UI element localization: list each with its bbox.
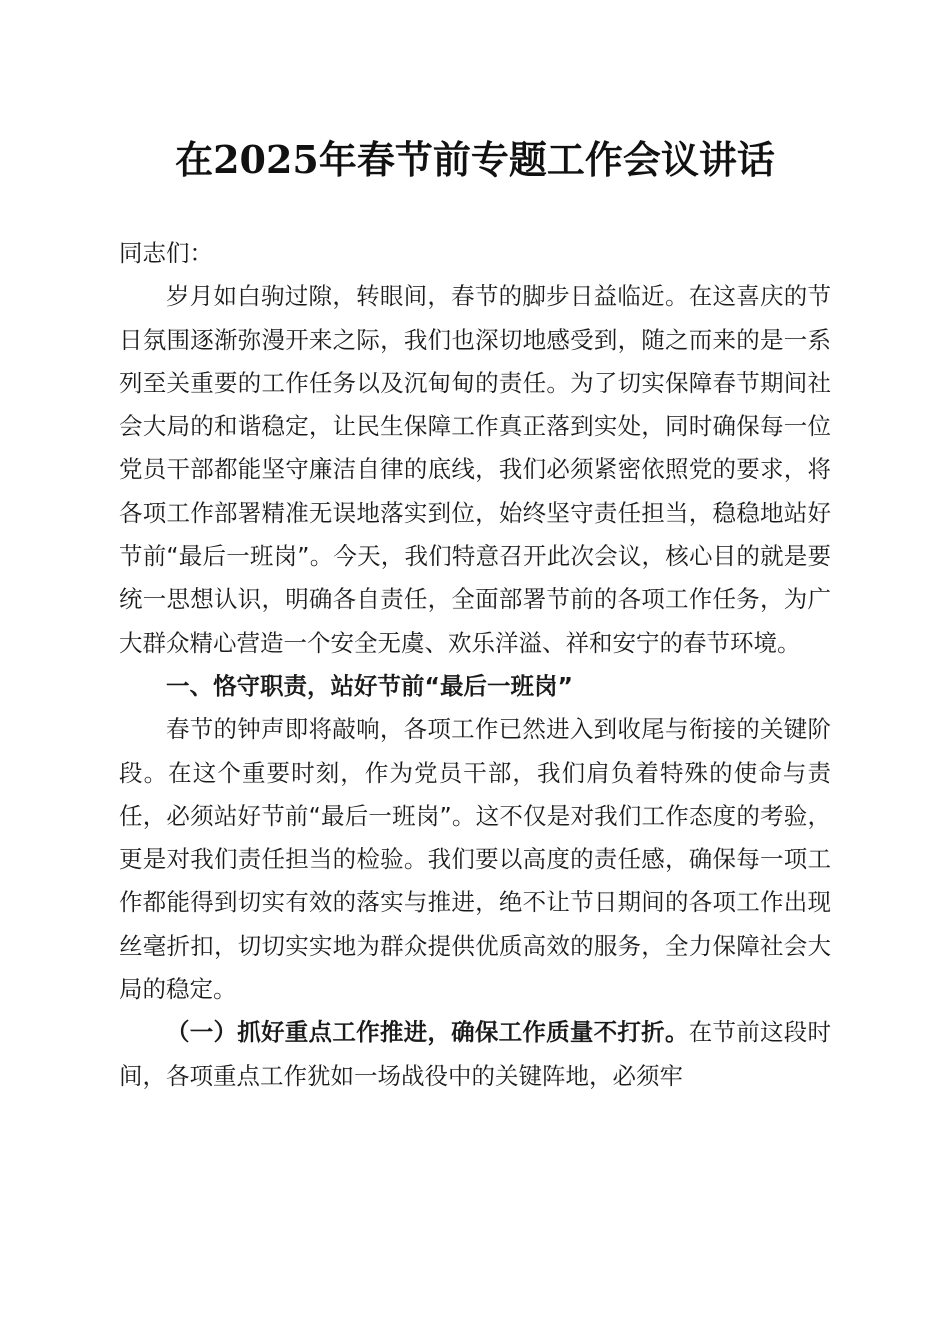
sub-heading-1: （一）抓好重点工作推进，确保工作质量不打折。 [166,1018,689,1047]
paragraph-subsection-1-text: 在节前这段时间，各项重点工作犹如一场战役中的关键阵地，必须牢 [119,1018,831,1090]
paragraph-intro: 岁月如白驹过隙，转眼间，春节的脚步日益临近。在这喜庆的节日氛围逐渐弥漫开来之际，我们也深切地感受到，随之而来的是一系列至关重要的工作任务以及沉甸甸的责任。为了切实保障春节期间社会大局的和谐稳定，让民生保障工作真正落到实处，同时确保每一位党员干部都能坚守廉洁自律的底线，我们必须紧密依照党的要求，将各项工作部署精准无误地落实到位，始终坚守责任担当，稳稳地站好节前“最后一班岗”。今天，我们特意召开此次会议，核心目的就是要统一思想认识，明确各自责任，全面部署节前的各项工作任务，为广大群众精心营造一个安全无虞、欢乐洋溢、祥和安宁的春节环境。 [119,282,831,657]
paragraph-section-1: 春节的钟声即将敲响，各项工作已然进入到收尾与衔接的关键阶段。在这个重要时刻，作为党员干部，我们肩负着特殊的使命与责任，必须站好节前“最后一班岗”。这不仅是对我们工作态度的考验，更是对我们责任担当的检验。我们要以高度的责任感，确保每一项工作都能得到切实有效的落实与推进，绝不让节日期间的各项工作出现丝毫折扣，切切实实地为群众提供优质高效的服务，全力保障社会大局的稳定。 [119,715,831,1004]
document-title: 在2025年春节前专题工作会议讲话 [175,137,775,182]
paragraph-subsection-1 [119,1011,831,1098]
salutation: 同志们： [119,239,213,267]
section-heading-1: 一、恪守职责，站好节前“最后一班岗” [166,671,573,700]
document-body [119,232,831,1098]
